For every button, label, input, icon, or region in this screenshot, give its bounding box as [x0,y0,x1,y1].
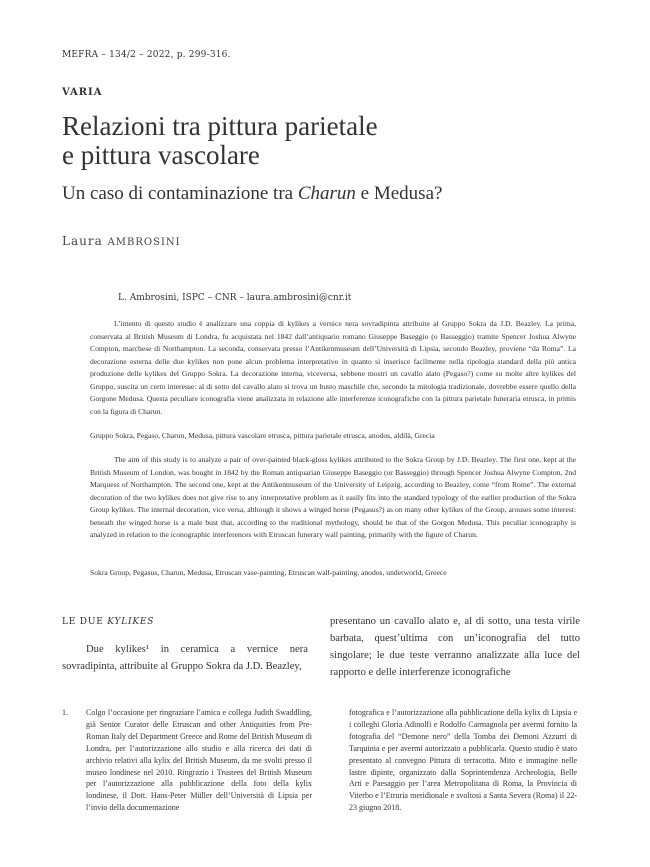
section-heading-em: KYLIKES [107,617,155,627]
author-last: AMBROSINI [107,237,181,248]
subtitle-em: Charun [297,183,356,204]
title-line-1: Relazioni tra pittura parietale [62,111,378,141]
abstract-english: The aim of this study is to analyze a pair of over-painted black-gloss kylikes attributed to the Sokra Group by J.D. Beazley. The first one, kept at the British Museum of London, was bought in 1842 by the Roman antiquarian Giuseppe Baseggio (or Basseggio) through Spencer Joshua Alwyne Compton, 2nd Marquess of Northampton. The second one, kept at the Antikenmuseum of the University of Leipzig, according to Beazley, come “from Rome”. The external decoration of the two kylikes does not give rise to any interpretative problem as it easily fits into the standard typology of the earlier production of the Sokra Group kylikes. The internal decoration, vice versa, although it shows a winged horse (Pegasus?) as on many other kylikes of the Group, arouses some interest: beneath the winged horse is a male bust that, according to the traditional mythology, should be that of the Gorgon Medusa. This peculiar iconography is analyzed in relation to the iconographic interferences with Etruscan funerary wall painting, primarily with the figure of Charun. [90,455,576,539]
section-heading-pre: LE DUE [62,617,108,627]
footnote-left: Colgo l’occasione per ringraziare l’amica e collega Judith Swaddling, già Senior Curator delle Etruscan and other Antiquities from Pre-Roman Italy del Department Greece and Rome del British Museum di Londra, per l’autorizzazione allo studio e alla ricerca dei dati di archivio relativi alla kylix del British Museum, da me svolti presso il museo londinese nel 2010. Ringrazio i Trustees del British Museum per l’autorizzazione alla pubblicazione della foto della kylix londinese, il Dott. Hans-Peter Müller dell’Università di Lipsia per l’invio della documentazione [86,708,312,813]
affiliation: L. Ambrosini, ISPC – CNR – laura.ambrosini@cnr.it [118,293,352,303]
article-subtitle [62,183,442,205]
abstract-italian: L’intento di questo studio è analizzare una coppia di kylikes a vernice nera sovradipinta attribuite al Gruppo Sokra da J.D. Beazley. La prima, conservata al British Museum di Londra, fu acquistata nel 1842 dall’antiquario romano Giuseppe Baseggio (o Basseggio) tramite Spencer Joshua Alwyne Compton, marchese di Northampton. La seconda, conservata presso l’Antikenmuseum dell’Università di Lipsia, secondo Beazley, proviene “da Roma”. La decorazione esterna delle due kylikes non pone alcun problema interpretativo in quanto si inserisce facilmente nella tipologia standard della più antica produzione delle kylikes del Gruppo Sokra. La decorazione interna, viceversa, sebbene mostri un cavallo alato (Pegaso?) come su molte altre kylikes del Gruppo, suscita un certo interesse: al di sotto del cavallo alato si trova un busto maschile che, secondo la mitologia tradizionale, dovrebbe essere quello della Gorgone Medusa. Questa peculiare iconografia viene analizzata in relazione alle interferenze iconografiche con la pittura parietale funeraria etrusca, in primis con la figura di Charun. [90,319,576,416]
body-column-left: Due kylikes¹ in ceramica a vernice nera sovradipinta, attribuite al Gruppo Sokra da J.D. Beazley, [62,644,308,672]
footnote-number: 1. [62,708,68,717]
keywords-english: Sokra Group, Pegasus, Charun, Medusa, Etruscan vase-painting, Etruscan wall-painting, anodos, underworld, Greece [90,568,447,577]
article-title [62,112,378,170]
section-heading [62,617,154,627]
keywords-italian: Gruppo Sokra, Pegaso, Charun, Medusa, pittura vascolare etrusca, pittura parietale etrusca, anodos, aldilà, Grecia [90,431,435,440]
running-header: MEFRA – 134/2 – 2022, p. 299-316. [62,50,231,60]
author-first: Laura [62,234,108,248]
section-label: VARIA [62,87,103,98]
title-line-2: e pittura vascolare [62,140,260,170]
footnote-right: fotografica e l’autorizzazione alla pubblicazione della kylix di Lipsia e i colleghi Gloria Adinolfi e Rodolfo Carmagnola per avermi fornito la fotografia del “Demone nero” della Tomba dei Demoni Azzurri di Tarquinia e per avermi autorizzato a pubblicarla. Questo studio è stato presentato al convegno Pittura di terracotta. Mito e immagine nelle lastre dipinte, organizzato dalla Soprintendenza Archeologia, Belle Arti e Paesaggio per l’area Metropolitana di Roma, la Provincia di Viterbo e l’Etruria meridionale e svoltosi a Santa Severa (Roma) il 22-23 giugno 2018. [349,708,577,813]
author [62,234,181,248]
body-column-right: presentano un cavallo alato e, al di sotto, una testa virile barbata, quest’ultima con un’iconografia del tutto singolare; le due teste verranno analizzate alla luce del rapporto e delle interferenze iconografiche [330,616,580,678]
subtitle-pre: Un caso di contaminazione tra [62,183,298,204]
subtitle-post: e Medusa? [355,183,443,204]
